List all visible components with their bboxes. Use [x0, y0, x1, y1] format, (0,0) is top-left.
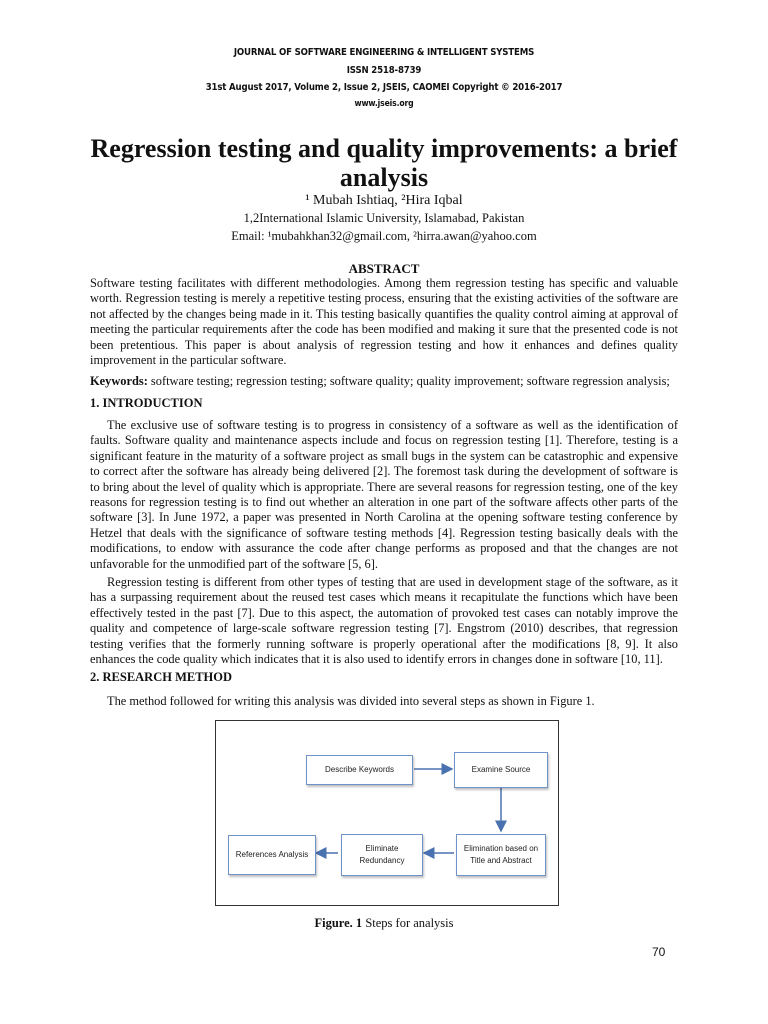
journal-website[interactable]: www.jseis.org: [354, 99, 414, 109]
box-describe-keywords: Describe Keywords: [306, 755, 413, 785]
figure-caption-text: Steps for analysis: [362, 916, 454, 930]
flow-arrows: [216, 721, 558, 905]
box-examine-source: Examine Source: [454, 752, 548, 788]
issue-info: 31st August 2017, Volume 2, Issue 2, JSEIS, CAOMEI Copyright © 2016-2017: [205, 82, 563, 93]
abstract-text: Software testing facilitates with different methodologies. Among them regression testing has specific and valuable worth. Regression testing is merely a repetitive testing process, ensuring that the existing activities of the software are not affected by the changes being made in it. This testing basically quantifies the quality control aiming at approval of meeting the particular requirements after the code has been modified and making it sure that the presented code is not been pretentious. This paper is about analysis of regression testing and how it enhances and defines quality improvement in the particular software.: [90, 276, 678, 368]
method-paragraph: The method followed for writing this analysis was divided into several steps as shown in Figure 1.: [107, 694, 595, 708]
figure-caption: [60, 916, 708, 931]
page-number: 70: [652, 945, 666, 959]
paper-title: Regression testing and quality improvements: a brief analysis: [90, 134, 678, 192]
journal-name: JOURNAL OF SOFTWARE ENGINEERING & INTELLIGENT SYSTEMS: [233, 47, 535, 58]
box-eliminate-redundancy: Eliminate Redundancy: [341, 834, 423, 876]
box-references-analysis: References Analysis: [228, 835, 316, 875]
intro-paragraph-2: Regression testing is different from other types of testing that are used in development stage of the software, as it has a surpassing requirement about the reused test cases which means it recapitulate the functions which have been effectively tested in the past [7]. Due to this aspect, the automation of provoked test cases can notably improve the quality and competence of large-scale software regression testing [7]. Engstrom (2010) describes, that regression testing verifies that the formerly running software is properly operational after the modifications [8, 9]. It also enhances the code quality which indicates that it is also used to identify errors in changes done in software [10, 11].: [90, 575, 678, 667]
abstract-heading: ABSTRACT: [348, 261, 420, 276]
box-elimination-title-abstract: Elimination based on Title and Abstract: [456, 834, 546, 876]
keywords: [90, 374, 678, 389]
figure-1: [215, 720, 559, 906]
section-heading-introduction: 1. INTRODUCTION: [90, 396, 203, 410]
authors: ¹ Mubah Ishtiaq, ²Hira Iqbal: [305, 193, 463, 208]
intro-paragraph-1: The exclusive use of software testing is to progress in consistency of a software as well as the identification of faults. Software quality and maintenance aspects include and focus on regression testing [1]. Therefore, testing is a significant feature in the maturity of a software project as small bugs in the system can be catastrophic and expensive to correct after the software has already being delivered [2]. The foremost task during the development of software is to bring about the level of quality which is appropriate. There are several reasons for regression testing, one of the key reasons for regression testing is to find out whether an alteration in one part of the software affects other parts of the software [3]. In June 1972, a paper was presented in North Carolina at the opening software testing conference by Hetzel that deals with the significance of software testing methods [4]. Regression testing basically deals with the modifications, to endow with assurance the code after change performs as proposed and that the changes are not unfavorable for the unmodified part of the software [5, 6].: [90, 418, 678, 571]
email: Email: ¹mubahkhan32@gmail.com, ²hirra.awan@yahoo.com: [231, 229, 537, 243]
keywords-text: software testing; regression testing; software quality; quality improvement; software regression analysis;: [147, 374, 670, 388]
affiliation: 1,2International Islamic University, Islamabad, Pakistan: [243, 211, 525, 225]
issn: ISSN 2518-8739: [346, 65, 422, 76]
keywords-label: Keywords:: [90, 374, 148, 388]
section-heading-research-method: 2. RESEARCH METHOD: [90, 670, 233, 684]
figure-caption-label: Figure. 1: [314, 916, 363, 930]
